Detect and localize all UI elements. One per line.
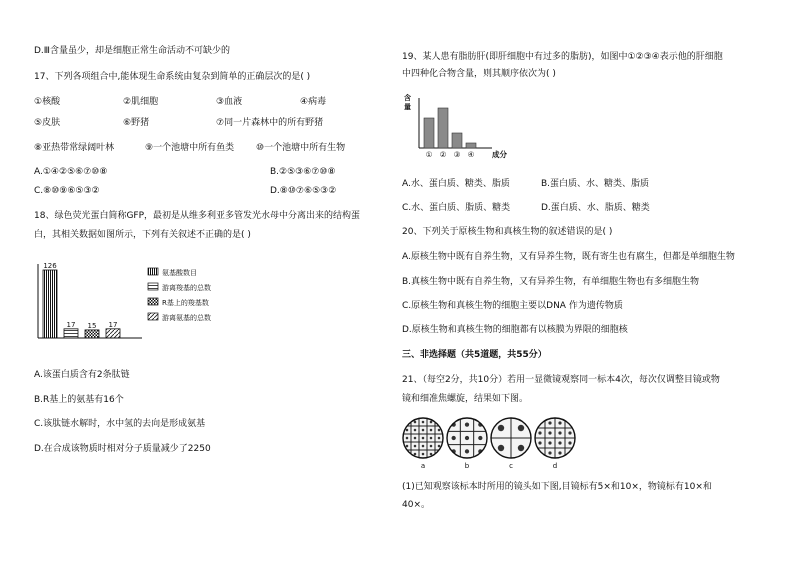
q17-item-8: ⑧亚热带常绿阔叶林 — [34, 143, 115, 153]
q21-stem-line1: 21、（每空2分，共10分）若用一显微镜观察同一标本4次，每次仅调整目镜或物 — [402, 375, 720, 385]
gfp-bar-chart — [34, 258, 274, 348]
liver-ylabel-2: 量 — [404, 103, 411, 111]
q19-option-c: C.水、蛋白质、脂质、糖类 — [402, 203, 511, 213]
gfp-legend-swatch — [148, 298, 158, 305]
liver-ylabel-1: 含 — [404, 94, 411, 102]
q17-item-1: ①核酸 — [34, 97, 61, 107]
liver-xlabel: 成分 — [492, 150, 507, 159]
liver-tick-label: ④ — [467, 150, 475, 159]
gfp-bar-label: 15 — [87, 321, 97, 330]
section-3-heading: 三、非选择题（共5道题，共55分） — [402, 350, 547, 360]
q21-stem-line2: 镜和细准焦螺旋，结果如下图。 — [402, 394, 529, 404]
q17-stem: 17、下列各项组合中,能体现生命系统由复杂到简单的正确层次的是( ) — [34, 72, 311, 82]
q18-option-d: D.在合成该物质时相对分子质量减少了2250 — [34, 444, 211, 454]
liver-bar — [466, 143, 476, 148]
q17-item-5: ⑤皮肤 — [34, 118, 61, 128]
q17-option-d: D.⑧⑩⑦⑥⑤③② — [270, 186, 337, 196]
q17-item-3: ③血液 — [216, 97, 243, 107]
microscope-view-label: a — [420, 462, 426, 470]
liver-bar — [438, 108, 448, 148]
q20-option-c: C.原核生物和真核生物的细胞主要以DNA 作为遗传物质 — [402, 301, 623, 311]
q18-stem-line1: 18、绿色荧光蛋白简称GFP，最初是从维多利亚多管发光水母中分离出来的结构蛋 — [34, 211, 361, 221]
q19-stem-line2: 中四种化合物含量，则其顺序依次为( ) — [402, 69, 556, 79]
gfp-bar-label: 17 — [66, 320, 76, 329]
q17-option-a: A.①④②⑤⑥⑦⑩⑧ — [34, 167, 108, 177]
gfp-bar — [64, 329, 78, 338]
liver-bar — [424, 118, 434, 148]
liver-bar — [452, 133, 462, 148]
liver-compound-chart — [404, 90, 534, 162]
q20-stem: 20、下列关于原核生物和真核生物的叙述错误的是( ) — [402, 227, 613, 237]
microscope-view — [491, 418, 531, 470]
q17-item-6: ⑥野猪 — [123, 118, 150, 128]
gfp-legend-label: 游离氨基的总数 — [162, 314, 211, 322]
q19-stem-line1: 19、某人患有脂肪肝(即肝细胞中有过多的脂肪)，如图中①②③④表示他的肝细胞 — [402, 52, 723, 62]
q20-option-d: D.原核生物和真核生物的细胞都有以核膜为界限的细胞核 — [402, 325, 628, 335]
q17-item-10: ⑩一个池塘中所有生物 — [256, 143, 346, 153]
q21-sub1-line2: 40×。 — [402, 500, 430, 510]
gfp-legend-swatch — [148, 268, 158, 275]
liver-tick-label: ③ — [453, 150, 461, 159]
microscope-view-label: d — [552, 462, 558, 470]
q18-option-b: B.R基上的氨基有16个 — [34, 395, 124, 405]
q18-stem-line2: 白，其相关数据如图所示，下列有关叙述不正确的是( ) — [34, 230, 251, 240]
gfp-bar — [106, 329, 120, 338]
gfp-bar-label: 17 — [108, 320, 118, 329]
q17-option-c: C.⑧⑩⑨⑥⑤③② — [34, 186, 100, 196]
q17-item-9: ⑨一个池塘中所有鱼类 — [145, 143, 235, 153]
gfp-legend-swatch — [148, 313, 158, 320]
gfp-legend-label: 游离羧基的总数 — [162, 284, 211, 292]
q16-option-d: D.Ⅲ含量虽少，却是细胞正常生命活动不可缺少的 — [34, 46, 230, 56]
q17-item-4: ④病毒 — [300, 97, 327, 107]
q20-option-b: B.真核生物中既有自养生物，又有异养生物，有单细胞生物也有多细胞生物 — [402, 277, 700, 287]
q19-option-a: A.水、蛋白质、糖类、脂质 — [402, 179, 510, 189]
q19-option-b: B.蛋白质、水、糖类、脂质 — [541, 179, 650, 189]
liver-tick-label: ① — [425, 150, 433, 159]
microscope-view — [447, 418, 487, 470]
q20-option-a: A.原核生物中既有自养生物，又有异养生物，既有寄生也有腐生，但都是单细胞生物 — [402, 252, 735, 262]
gfp-bar — [43, 270, 57, 338]
microscope-views-figure — [400, 414, 580, 472]
gfp-legend-label: R基上的羧基数 — [162, 299, 209, 307]
microscope-view-label: b — [464, 462, 470, 470]
gfp-legend-label: 氨基酸数目 — [162, 269, 197, 277]
gfp-bar-label: 126 — [43, 262, 57, 270]
q17-item-7: ⑦同一片森林中的所有野猪 — [216, 118, 324, 128]
liver-tick-label: ② — [439, 150, 447, 159]
microscope-view — [403, 418, 443, 470]
q17-option-b: B.②⑤③⑥⑦⑩⑧ — [270, 167, 336, 177]
microscope-view — [535, 418, 575, 470]
gfp-bar — [85, 330, 99, 338]
q18-option-c: C.该肽链水解时，水中氢的去向是形成氨基 — [34, 419, 206, 429]
microscope-view-label: c — [509, 462, 513, 470]
q17-item-2: ②肌细胞 — [123, 97, 159, 107]
q19-option-d: D.蛋白质、水、脂质、糖类 — [541, 203, 650, 213]
q18-option-a: A.该蛋白质含有2条肽链 — [34, 370, 130, 380]
q21-sub1-line1: (1)已知观察该标本时所用的镜头如下图,目镜标有5×和10×，物镜标有10×和 — [402, 482, 712, 492]
gfp-legend-swatch — [148, 283, 158, 290]
